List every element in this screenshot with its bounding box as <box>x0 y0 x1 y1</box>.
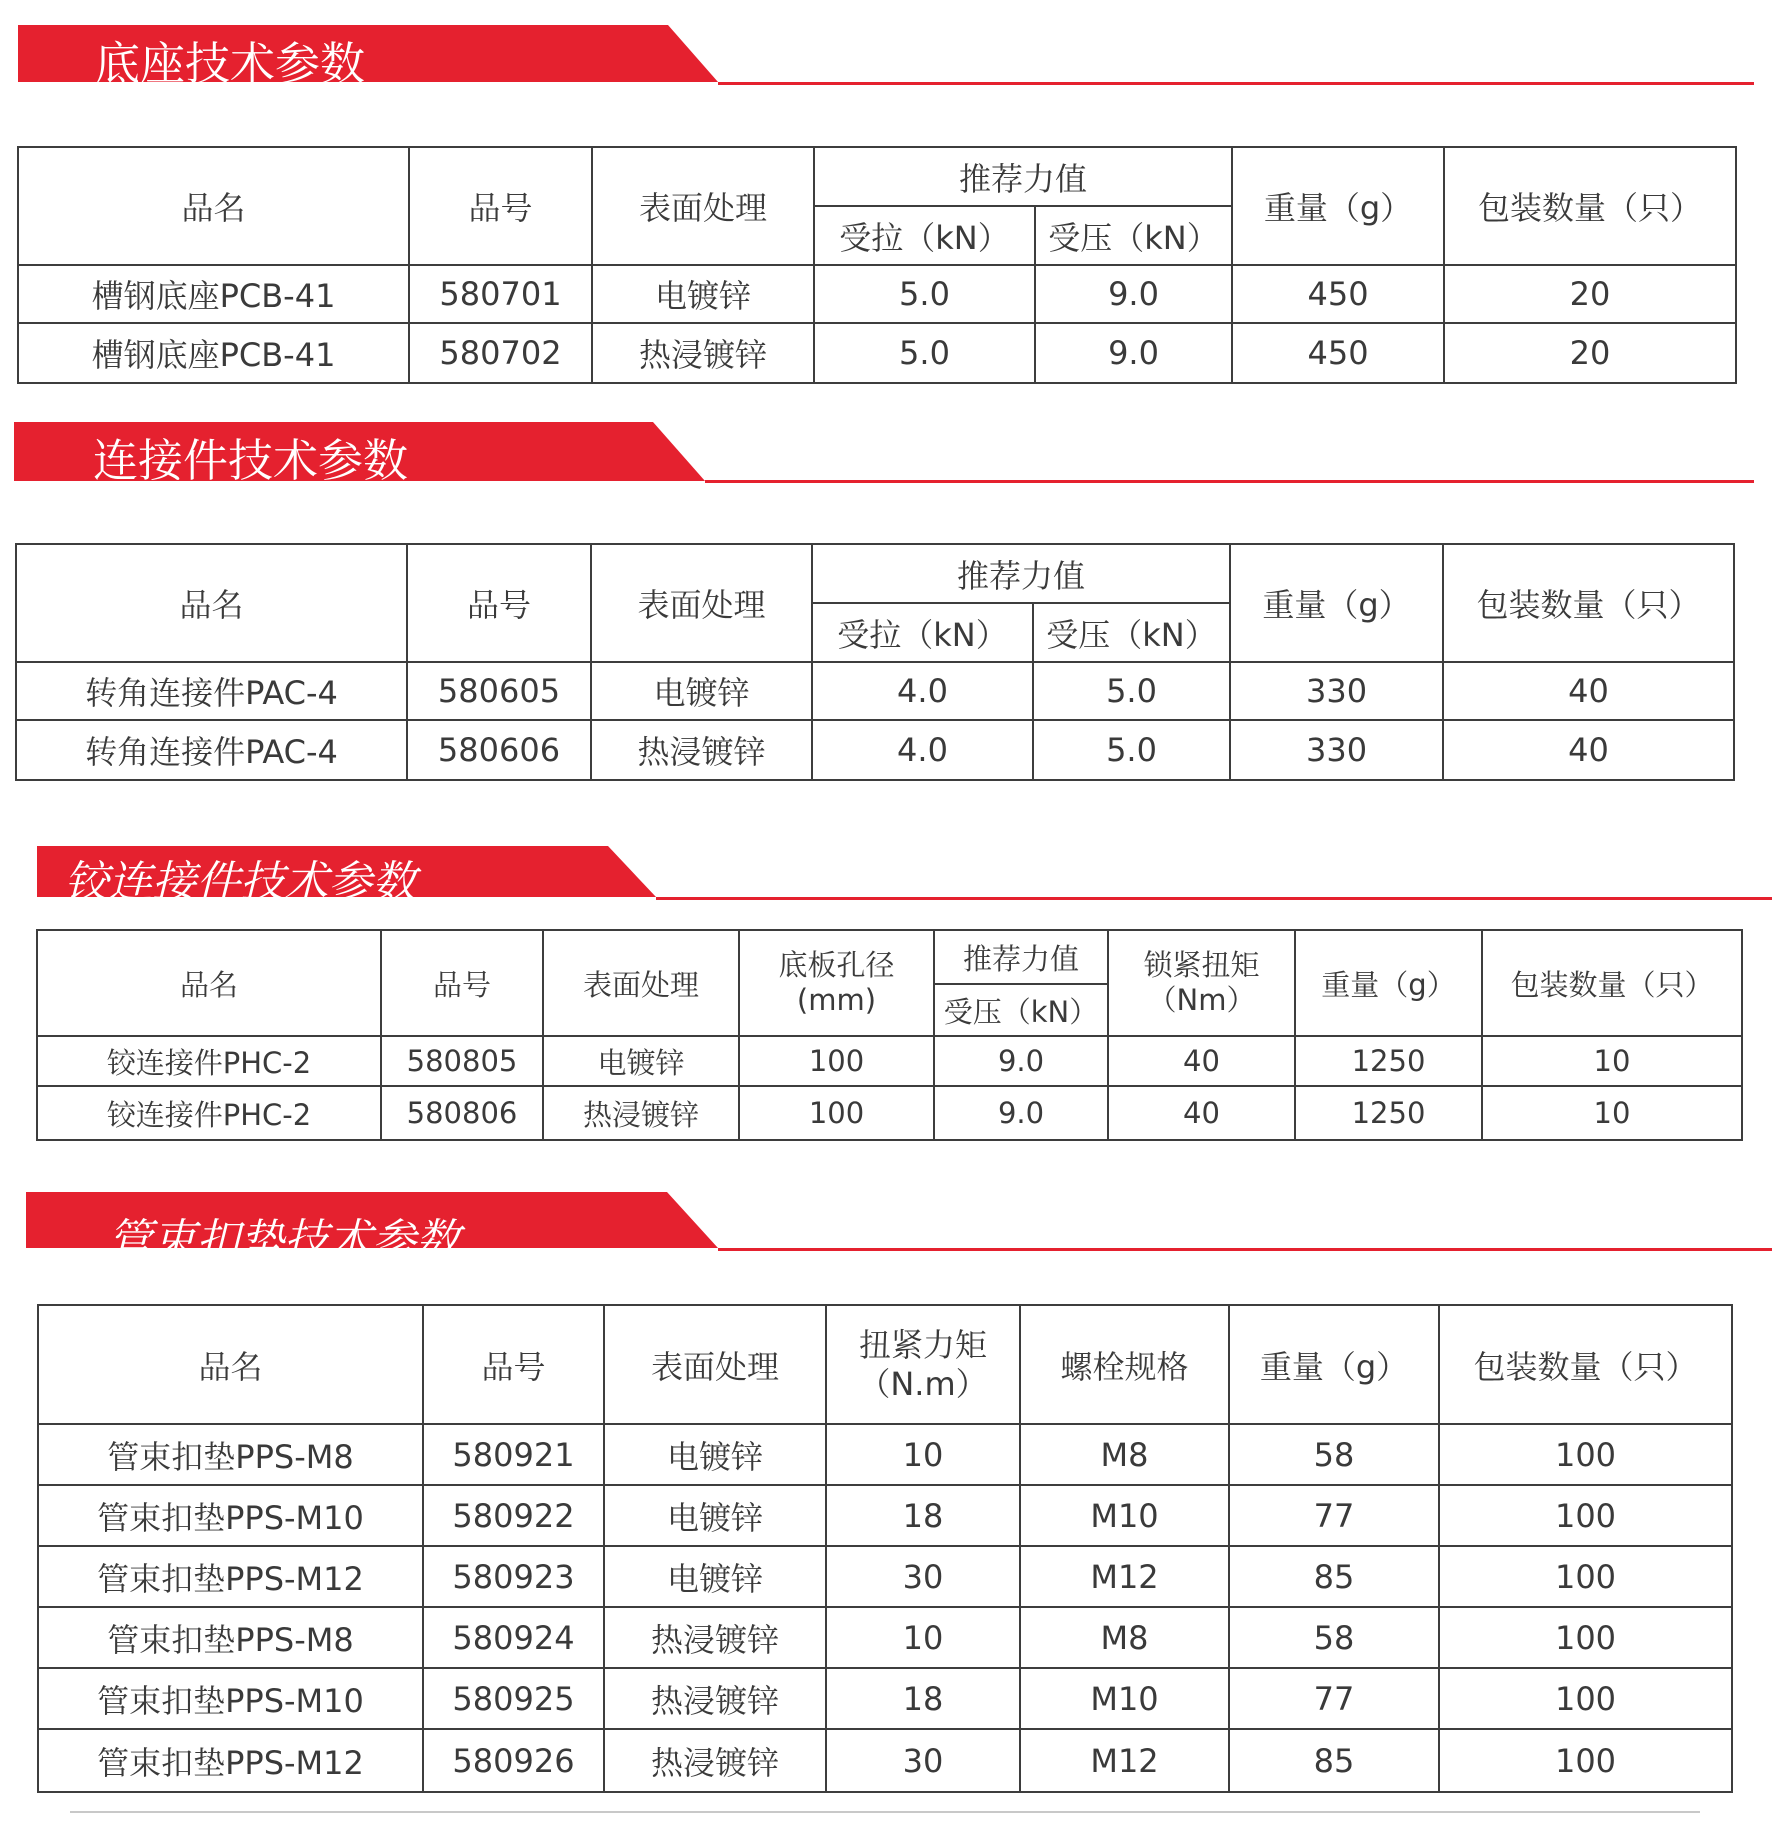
section-title: 管束扣垫技术参数 <box>108 1215 460 1266</box>
cell-name: 槽钢底座PCB-41 <box>18 323 409 383</box>
cell-torque: 40 <box>1108 1036 1295 1086</box>
table-row <box>38 1424 1732 1485</box>
cell-name: 管束扣垫PPS-M12 <box>38 1546 423 1607</box>
cell-bolt: M12 <box>1020 1729 1229 1792</box>
header-torque-line2: （N.m） <box>858 1364 988 1403</box>
header-weight: 重量（g） <box>1230 544 1443 662</box>
table-row <box>38 1668 1732 1729</box>
cell-weight: 85 <box>1229 1729 1439 1792</box>
section-title: 底座技术参数 <box>95 37 366 90</box>
header-compression: 受压（kN） <box>934 984 1108 1036</box>
cell-tension: 4.0 <box>812 720 1033 780</box>
table-row <box>18 265 1736 323</box>
cell-finish: 电镀锌 <box>543 1036 739 1086</box>
cell-pack: 20 <box>1444 323 1736 383</box>
cell-code: 580926 <box>423 1729 604 1792</box>
header-torque <box>1108 930 1295 1036</box>
cell-finish: 电镀锌 <box>591 662 812 720</box>
header-code: 品号 <box>423 1305 604 1424</box>
table-row <box>38 1485 1732 1546</box>
cell-pack: 10 <box>1482 1086 1742 1140</box>
cell-finish: 热浸镀锌 <box>604 1729 826 1792</box>
table-row <box>38 1546 1732 1607</box>
cell-pack: 100 <box>1439 1485 1732 1546</box>
cell-code: 580701 <box>409 265 592 323</box>
header-name: 品名 <box>37 930 381 1036</box>
cell-name: 管束扣垫PPS-M8 <box>38 1607 423 1668</box>
cell-pack: 100 <box>1439 1424 1732 1485</box>
spec-table-base <box>17 146 1737 384</box>
header-torque-line1: 扭紧力矩 <box>858 1326 987 1365</box>
header-force: 推荐力值 <box>814 147 1232 206</box>
section-title: 铰连接件技术参数 <box>64 857 416 908</box>
cell-code: 580925 <box>423 1668 604 1729</box>
cell-name: 管束扣垫PPS-M10 <box>38 1668 423 1729</box>
cell-hole: 100 <box>739 1086 934 1140</box>
header-code: 品号 <box>381 930 543 1036</box>
cell-code: 580923 <box>423 1546 604 1607</box>
table-row <box>37 1036 1742 1086</box>
cell-finish: 电镀锌 <box>604 1485 826 1546</box>
cell-code: 580924 <box>423 1607 604 1668</box>
cell-finish: 电镀锌 <box>604 1546 826 1607</box>
header-tension: 受拉（kN） <box>814 206 1035 265</box>
cell-code: 580922 <box>423 1485 604 1546</box>
spec-table-hinge <box>36 929 1743 1141</box>
cell-finish: 热浸镀锌 <box>543 1086 739 1140</box>
cell-pack: 40 <box>1443 720 1734 780</box>
header-name: 品名 <box>16 544 407 662</box>
spec-table-connector <box>15 543 1735 781</box>
cell-compression: 5.0 <box>1033 662 1230 720</box>
section-title: 连接件技术参数 <box>93 434 409 487</box>
cell-weight: 1250 <box>1295 1036 1482 1086</box>
cell-pack: 100 <box>1439 1668 1732 1729</box>
header-code: 品号 <box>407 544 591 662</box>
cell-finish: 热浸镀锌 <box>591 720 812 780</box>
cell-torque: 30 <box>826 1729 1020 1792</box>
header-pack: 包装数量（只） <box>1482 930 1742 1036</box>
cell-pack: 100 <box>1439 1729 1732 1792</box>
cell-torque: 40 <box>1108 1086 1295 1140</box>
header-hole-line1: 底板孔径 <box>778 948 895 983</box>
header-force: 推荐力值 <box>812 544 1230 603</box>
cell-code: 580806 <box>381 1086 543 1140</box>
header-compression: 受压（kN） <box>1033 603 1230 662</box>
cell-code: 580605 <box>407 662 591 720</box>
cell-compression: 9.0 <box>934 1086 1108 1140</box>
cell-code: 580702 <box>409 323 592 383</box>
cell-torque: 30 <box>826 1546 1020 1607</box>
section-banner-hinge <box>0 835 1772 908</box>
cell-weight: 1250 <box>1295 1086 1482 1140</box>
table-row <box>37 1086 1742 1140</box>
header-pack: 包装数量（只） <box>1444 147 1736 265</box>
cell-pack: 40 <box>1443 662 1734 720</box>
header-hole <box>739 930 934 1036</box>
header-weight: 重量（g） <box>1229 1305 1439 1424</box>
cell-weight: 330 <box>1230 662 1443 720</box>
header-torque <box>826 1305 1020 1424</box>
cell-finish: 热浸镀锌 <box>604 1668 826 1729</box>
cell-name: 铰连接件PHC-2 <box>37 1086 381 1140</box>
header-pack: 包装数量（只） <box>1439 1305 1732 1424</box>
table-row <box>38 1607 1732 1668</box>
cell-name: 管束扣垫PPS-M10 <box>38 1485 423 1546</box>
header-compression: 受压（kN） <box>1035 206 1232 265</box>
cell-code: 580606 <box>407 720 591 780</box>
cell-bolt: M8 <box>1020 1607 1229 1668</box>
spec-table-pipe-pad <box>37 1304 1733 1793</box>
cell-bolt: M10 <box>1020 1485 1229 1546</box>
cell-torque: 10 <box>826 1424 1020 1485</box>
cell-tension: 5.0 <box>814 265 1035 323</box>
header-tension: 受拉（kN） <box>812 603 1033 662</box>
cell-name: 管束扣垫PPS-M12 <box>38 1729 423 1792</box>
cell-pack: 100 <box>1439 1546 1732 1607</box>
header-finish: 表面处理 <box>543 930 739 1036</box>
section-banner-pipe-pad <box>0 1185 1772 1266</box>
cell-tension: 5.0 <box>814 323 1035 383</box>
cell-name: 转角连接件PAC-4 <box>16 720 407 780</box>
section-banner-connector <box>0 410 1772 500</box>
header-torque-line1: 锁紧扭矩 <box>1143 948 1260 983</box>
cell-torque: 10 <box>826 1607 1020 1668</box>
cell-weight: 77 <box>1229 1485 1439 1546</box>
cell-bolt: M12 <box>1020 1546 1229 1607</box>
cell-pack: 10 <box>1482 1036 1742 1086</box>
header-pack: 包装数量（只） <box>1443 544 1734 662</box>
header-name: 品名 <box>18 147 409 265</box>
cell-compression: 5.0 <box>1033 720 1230 780</box>
cell-weight: 450 <box>1232 265 1444 323</box>
cell-weight: 58 <box>1229 1424 1439 1485</box>
cell-weight: 58 <box>1229 1607 1439 1668</box>
cell-bolt: M10 <box>1020 1668 1229 1729</box>
header-name: 品名 <box>38 1305 423 1424</box>
cell-hole: 100 <box>739 1036 934 1086</box>
header-hole-line2: (mm) <box>796 983 877 1017</box>
header-finish: 表面处理 <box>591 544 812 662</box>
table-row <box>16 720 1734 780</box>
cell-compression: 9.0 <box>934 1036 1108 1086</box>
cell-code: 580805 <box>381 1036 543 1086</box>
cell-name: 管束扣垫PPS-M8 <box>38 1424 423 1485</box>
table-row <box>38 1729 1732 1792</box>
header-finish: 表面处理 <box>592 147 814 265</box>
cell-weight: 77 <box>1229 1668 1439 1729</box>
table-row <box>18 323 1736 383</box>
cell-bolt: M8 <box>1020 1424 1229 1485</box>
cell-pack: 100 <box>1439 1607 1732 1668</box>
cell-weight: 450 <box>1232 323 1444 383</box>
cell-tension: 4.0 <box>812 662 1033 720</box>
cell-weight: 330 <box>1230 720 1443 780</box>
section-banner-base <box>0 0 1772 95</box>
cell-name: 槽钢底座PCB-41 <box>18 265 409 323</box>
cell-torque: 18 <box>826 1485 1020 1546</box>
cell-compression: 9.0 <box>1035 323 1232 383</box>
header-code: 品号 <box>409 147 592 265</box>
cell-name: 转角连接件PAC-4 <box>16 662 407 720</box>
cell-pack: 20 <box>1444 265 1736 323</box>
header-finish: 表面处理 <box>604 1305 826 1424</box>
header-weight: 重量（g） <box>1232 147 1444 265</box>
cell-name: 铰连接件PHC-2 <box>37 1036 381 1086</box>
cell-code: 580921 <box>423 1424 604 1485</box>
cell-finish: 电镀锌 <box>604 1424 826 1485</box>
cell-finish: 电镀锌 <box>592 265 814 323</box>
cell-torque: 18 <box>826 1668 1020 1729</box>
cell-weight: 85 <box>1229 1546 1439 1607</box>
table-row <box>16 662 1734 720</box>
header-bolt: 螺栓规格 <box>1020 1305 1229 1424</box>
header-force: 推荐力值 <box>934 930 1108 984</box>
header-torque-line2: （Nm） <box>1147 983 1256 1017</box>
cell-finish: 热浸镀锌 <box>604 1607 826 1668</box>
header-weight: 重量（g） <box>1295 930 1482 1036</box>
bottom-divider <box>70 1811 1700 1813</box>
cell-compression: 9.0 <box>1035 265 1232 323</box>
cell-finish: 热浸镀锌 <box>592 323 814 383</box>
